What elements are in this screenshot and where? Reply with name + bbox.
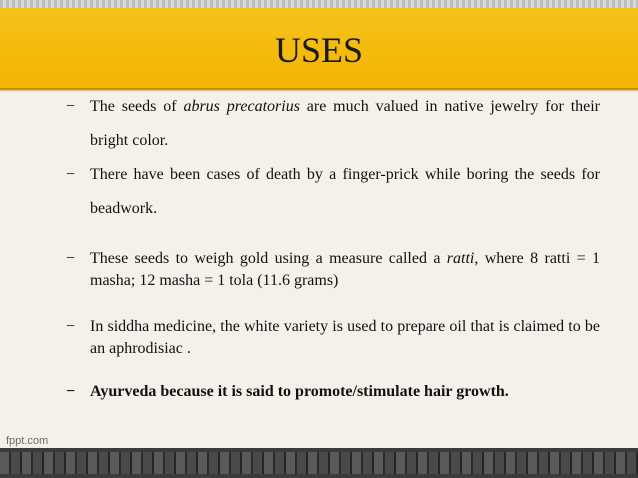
bullet-item [66,316,600,360]
bullet-dash: − [66,318,76,335]
bullet-text: The seeds of [90,98,184,115]
top-decorative-strip [0,0,638,8]
bullet-item [66,158,600,226]
bullet-text: , where 8 ratti = 1 masha; 12 masha = 1 tola (11.6 grams) [90,250,600,289]
bottom-decorative-strip [0,448,638,478]
slide-title: USES [274,30,364,70]
bullet-italic-term: abrus precatorius [183,98,300,115]
bullet-item [66,90,600,158]
tile-pattern [0,452,638,474]
bullet-dash: − [66,166,76,183]
bullet-dash: − [66,98,76,115]
bullet-text: In siddha medicine, the white variety is used to prepare oil that is claimed to be an aphrodisiac . [90,318,600,357]
bullet-italic-term: ratti [446,250,475,267]
bullet-text: are much valued in native jewelry for their bright color. [90,98,601,149]
bullet-item [66,381,600,403]
bullet-list [66,90,600,403]
bullet-text: There have been cases of death by a finger-prick while boring the seeds for beadwork. [90,166,600,217]
bullet-dash: − [66,383,76,400]
bullet-text: Ayurveda because it is said to promote/stimulate hair growth. [90,383,509,400]
fppt-logo: fppt.com [6,435,49,447]
bullet-text: These seeds to weigh gold using a measure called a [90,250,447,267]
bullet-item [66,248,600,292]
bullet-dash: − [66,250,76,267]
